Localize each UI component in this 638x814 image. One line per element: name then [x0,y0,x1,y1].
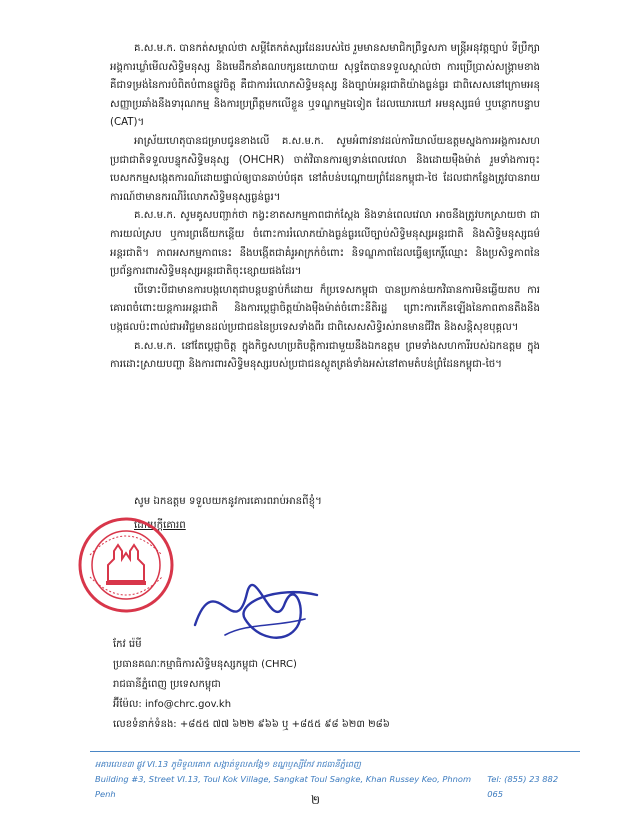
signatory-phone-row [113,715,390,735]
paragraph-4: បើទោះបីជាមានការបង្កហេតុជាបន្តបន្ទាប់ក៏ដោយ ក៏ប្រទេសកម្ពុជា បានប្រកាន់យកវិធានការមិនឆ្លើយតប ការគោរពចំពោះយន្តការអន្តរជាតិ និងការប្ដេជ្ញាចិត្តយ៉ាងម៉ឺងម៉ាត់ចំពោះនីតិរដ្ឋ ព្រោះការកើនឡើងនៃភាពតានតឹងនឹងបង្កផលប៉ះពាល់ជាអវិជ្ជមានដល់ប្រជាជននៃប្រទេសទាំងពីរ ជាពិសេសសិទ្ធិរស់រានមានជីវិត និងសន្តិសុខបុគ្គល។ [110,284,540,333]
footer-address-english: Building #3, Street VI.13, Toul Kok Village, Sangkat Toul Sangke, Khan Russey Keo, Phnom Penh [95,774,472,799]
signatory-location: រាជធានីភ្នំពេញ ប្រទេសកម្ពុជា [113,679,221,690]
footer-address-khmer: អគារលេខ៣ ផ្លូវ VI.13 ភូមិទួលគោក សង្កាត់ទួលសង្កែ១ ខណ្ឌឫស្សីកែវ រាជធានីភ្នំពេញ [95,759,361,769]
footer [95,757,575,802]
email-label: អ៊ីម៉ែល: [113,699,142,710]
paragraph-2: អាស្រ័យហេតុបានជម្រាបជូនខាងលើ គ.ស.ម.ក. សូមអំពាវនាវដល់ការិយាល័យឧត្តមស្នងការអង្គការសហប្រជាជាតិទទួលបន្ទុកសិទ្ធិមនុស្ស (OHCHR) ចាត់វិធានការឲ្យទាន់ពេលវេលា និងដោយម៉ឺងម៉ាត់ រួមទាំងការចុះបេសកកម្មសង្កេតការណ៍ដោយផ្ទាល់ឲ្យបានឆាប់បំផុត នៅតំបន់បណ្ដោយព្រំដែនកម្ពុជា-ថៃ ដែលជាកន្លែងត្រូវបានរាយការណ៍ថាមានករណីរំលោភសិទ្ធិមនុស្សធ្ងន់ធ្ងរ។ [110,135,540,203]
signatory-title: ប្រធានគណៈកម្មាធិការសិទ្ធិមនុស្សកម្ពុជា (CHRC) [113,659,297,670]
closing-line: សូម ឯកឧត្តម ទទួលយកនូវការគោរពរាប់អានពីខ្ញុំ។ [134,496,322,507]
footer-row [95,772,575,802]
letter-body [110,40,540,375]
paragraph-5: គ.ស.ម.ក. នៅតែប្ដេជ្ញាចិត្ត ក្នុងកិច្ចសហប្រតិបត្តិការជាមួយនឹងឯកឧត្តម ព្រមទាំងសហការីរបស់ឯកឧត្តម ក្នុងការដោះស្រាយបញ្ហា និងការពារសិទ្ធិមនុស្សរបស់ប្រជាជនស្លូតត្រង់ទាំងអស់នៅតាមតំបន់ព្រំដែនកម្ពុជា-ថៃ។ [110,340,540,371]
footer-telephone: Tel: (855) 23 882 065 [487,774,559,799]
signatory-name: កែវ រ៉េមី [113,639,142,650]
phone-number: +៨៥៥ ៧៧ ៦២២ ៩៦៦ ឬ +៨៥៥ ៩៨ ៦២៣ ២៨៦ [179,719,390,730]
paragraph-1: គ.ស.ម.ក. បានកត់សម្គាល់ថា សម្ដីតែកត់ស្សរដែនរបស់ថៃ រួមមានសមាជិកព្រឹទ្ធសភា មន្ត្រីអនុវត្តច្បាប់ ទីប្រឹក្សាអង្គការឃ្លាំមើលសិទ្ធិមនុស្ស និងមេដឹកនាំគណបក្សនយោបាយ សុទ្ធតែបានទទួលស្គាល់ថា ការប្រើប្រាស់សង្គ្រាមខាង គឺជាទម្រង់នៃការបំពិតបំពានផ្លូវចិត្ត គឺជាការរំលោភសិទ្ធិមនុស្ស និងច្បាប់អន្តរជាតិយ៉ាងធ្ងន់ធ្ងរ ជាពិសេសនៅក្រោមអនុសញ្ញាប្រឆាំងនឹងទារុណកម្ម និងការប្រព្រឹត្តមកលើខ្លួន ឬទណ្ឌកម្មឯទៀត ដែលឃោរឃៅ អមនុស្សធម៌ ឬបន្ថោកបន្ទាប (CAT)។ [110,43,540,129]
footer-divider [90,751,580,752]
signatory-email-row [113,695,390,715]
paragraph-3: គ.ស.ម.ក. សូមគូសបញ្ជាក់ថា កង្វះខាតសកម្មភាពជាក់ស្ដែង និងទាន់ពេលវេលា អាចនឹងត្រូវបកស្រាយថា ជាការយល់ស្រប ឬការព្រងើយកន្តើយ ចំពោះការរំលោភយ៉ាងធ្ងន់ធ្ងរលើច្បាប់សិទ្ធិមនុស្សអន្តរជាតិ និងសិទ្ធិមនុស្សធម៌អន្តរជាតិ។ ភាពអសកម្មភាពនេះ នឹងបង្កើតជាគំរូអាក្រក់ចំពោះ និទណ្ឌភាពដែលធ្វើឲ្យកេរ្តិ៍ឈ្មោះ និងប្រសិទ្ធភាពនៃប្រព័ន្ធការពារសិទ្ធិមនុស្សអន្តរជាតិចុះខ្សោយផងដែរ។ [110,210,540,278]
signatory-block [113,635,390,735]
official-seal-icon [76,515,176,615]
page-number: ២ [311,793,321,807]
email-link[interactable]: info@chrc.gov.kh [144,699,232,710]
closing-respect: ដោយក្ដីគោរព [134,520,186,531]
phone-label: លេខទំនាក់ទំនង: [113,719,177,730]
